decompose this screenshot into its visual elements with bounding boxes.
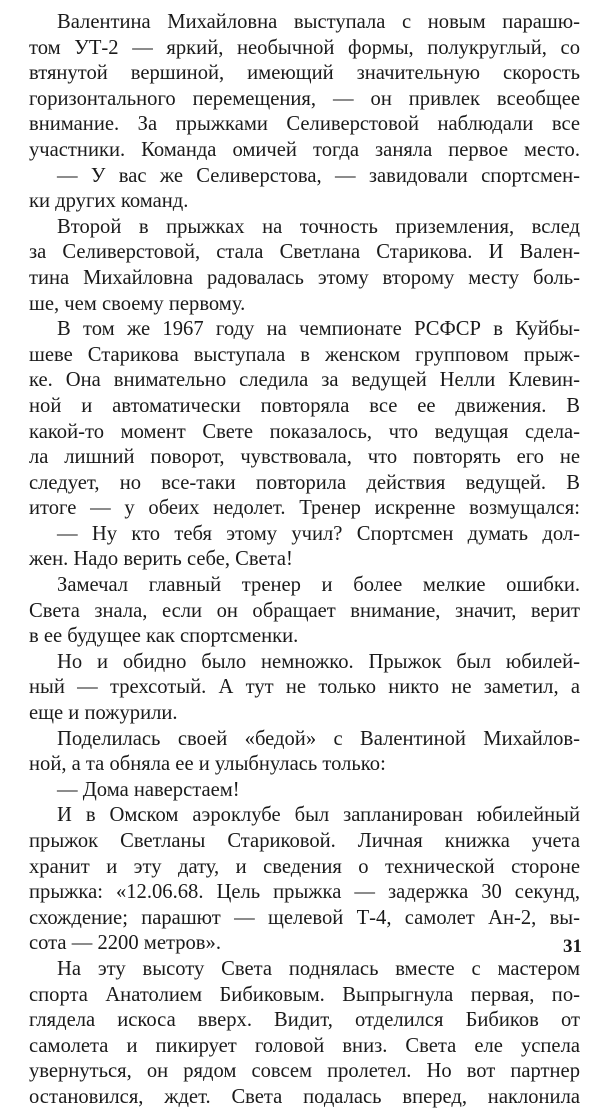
text-line: Валентина Михайловна выступала с новым парашю- bbox=[57, 11, 580, 33]
text-line: горизонтального перемещения, — он привлек всеобщее bbox=[29, 87, 580, 110]
text-line: шеве Старикова выступала в женском групповом прыж- bbox=[29, 343, 580, 366]
text-line: ный — трехсотый. А тут не только никто не заметил, а bbox=[29, 676, 580, 699]
text-line: прыжок Светланы Стариковой. Личная книжка учета bbox=[29, 830, 580, 852]
text-line: еще и пожурили. bbox=[29, 702, 178, 725]
text-line: Поделилась своей «бедой» с Валентиной Михайлов- bbox=[57, 727, 580, 750]
text-line: том УТ-2 — яркий, необычной формы, полукруглый, со bbox=[29, 36, 580, 59]
text-line: ке. Она внимательно следила за ведущей Нелли Клевин- bbox=[29, 369, 580, 392]
text-line: внимание. За прыжками Селиверстовой наблюдали все bbox=[29, 113, 580, 136]
text-line: ки других команд. bbox=[29, 190, 189, 213]
text-line: схождение; парашют — щелевой Т-4, самолет Ан-2, вы- bbox=[29, 906, 580, 929]
text-line: глядела искоса вверх. Видит, отделился Бибиков от bbox=[29, 1009, 580, 1032]
text-line: итоге — у обеих недолет. Тренер искренне возмущался: bbox=[29, 497, 580, 520]
text-line: Замечал главный тренер и более мелкие ошибки. bbox=[57, 574, 580, 597]
page-number: 31 bbox=[563, 936, 582, 957]
text-line: остановился, ждет. Света подалась вперед, наклонила bbox=[29, 1085, 580, 1108]
text-line: тина Михайловна радовалась этому второму месту боль- bbox=[29, 266, 580, 289]
text-line: самолета и пикирует головой вниз. Света еле успела bbox=[29, 1034, 580, 1057]
text-line: увернуться, он рядом совсем пролетел. Но вот партнер bbox=[29, 1060, 580, 1083]
text-line: Второй в прыжках на точность приземления, вслед bbox=[57, 215, 580, 238]
text-line: Но и обидно было немножко. Прыжок был юбилей- bbox=[57, 650, 580, 673]
text-line: жен. Надо верить себе, Света! bbox=[29, 548, 293, 571]
text-line: На эту высоту Света поднялась вместе с мастером bbox=[57, 957, 580, 980]
text-line: ла лишний поворот, чувствовала, что повторять его не bbox=[29, 446, 580, 469]
text-line: хранит и эту дату, и сведения о технической стороне bbox=[29, 855, 580, 878]
text-line: за Селиверстовой, стала Светлана Старикова. И Вален- bbox=[29, 241, 580, 264]
text-line: — Дома наверстаем! bbox=[57, 778, 240, 801]
text-line: втянутой вершиной, имеющий значительную скорость bbox=[29, 62, 580, 85]
text-line: — Ну кто тебя этому учил? Спортсмен думать дол- bbox=[57, 522, 580, 545]
text-line: ше, чем своему первому. bbox=[29, 292, 246, 315]
text-line: Света знала, если он обращает внимание, значит, верит bbox=[29, 599, 580, 622]
text-line: сота — 2200 метров». bbox=[29, 932, 221, 955]
text-line: ной и автоматически повторяла все ее движения. В bbox=[29, 394, 580, 417]
text-line: спорта Анатолием Бибиковым. Выпрыгнула первая, по- bbox=[29, 983, 580, 1006]
text-line: прыжка: «12.06.68. Цель прыжка — задержка 30 секунд, bbox=[29, 881, 580, 904]
text-line: участники. Команда омичей тогда заняла первое место. bbox=[29, 138, 580, 161]
text-line: В том же 1967 году на чемпионате РСФСР в Куйбы- bbox=[57, 318, 580, 341]
text-line: в ее будущее как спортсменки. bbox=[29, 625, 299, 648]
text-line: — У вас же Селиверстова, — завидовали спортсмен- bbox=[57, 164, 580, 187]
text-line: И в Омском аэроклубе был запланирован юбилейный bbox=[57, 804, 580, 827]
book-page bbox=[29, 10, 580, 1108]
text-line: ной, а та обняла ее и улыбнулась только: bbox=[29, 753, 386, 776]
text-line: следует, но все-таки повторила действия ведущей. В bbox=[29, 471, 580, 494]
text-line: какой-то момент Свете показалось, что ведущая сдела- bbox=[29, 420, 580, 443]
